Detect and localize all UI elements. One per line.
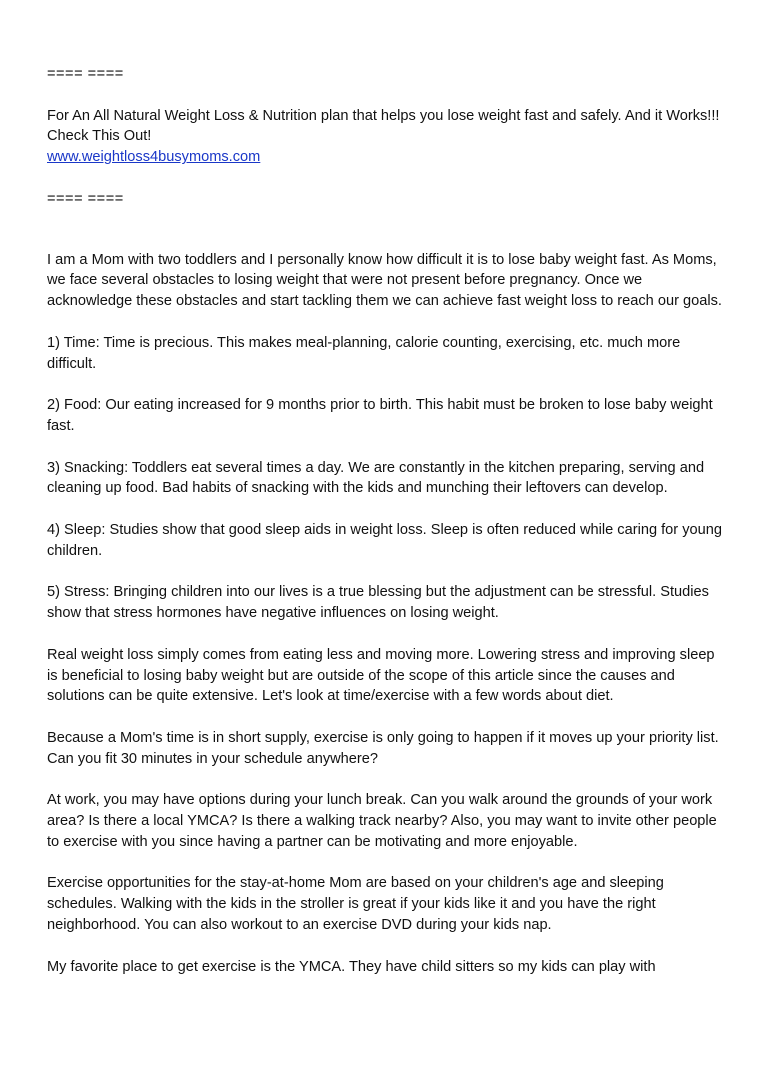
spacer	[47, 168, 727, 189]
paragraph-intro: I am a Mom with two toddlers and I personally know how difficult it is to lose baby weight fast. As Moms, we face several obstacles to losing weight that were not present before pregnancy. Once we acknowledge these obstacles and start tackling them we can achieve fast weight loss to reach our goals.	[47, 251, 722, 310]
separator-bottom: ==== ====	[47, 190, 124, 207]
promo-text	[47, 106, 727, 168]
paragraph-time: 1) Time: Time is precious. This makes meal-planning, calorie counting, exercising, etc. much more difficult.	[47, 334, 681, 372]
paragraph-moms-time: Because a Mom's time is in short supply, exercise is only going to happen if it moves up your priority list. Can you fit 30 minutes in your schedule anywhere?	[47, 729, 719, 767]
paragraph-stress: 5) Stress: Bringing children into our lives is a true blessing but the adjustment can be stressful. Studies show that stress hormones have negative influences on losing weight.	[47, 584, 709, 622]
paragraph-at-work: At work, you may have options during your lunch break. Can you walk around the grounds of your work area? Is there a local YMCA? Is there a walking track nearby? Also, you may want to invite other people to exercise with you since having a partner can be motivating and more enjoyable.	[47, 792, 717, 850]
separator-top: ==== ====	[47, 66, 124, 82]
promo-link[interactable]: www.weightloss4busymoms.com	[47, 149, 261, 166]
spacer	[47, 85, 727, 106]
paragraph-snacking: 3) Snacking: Toddlers eat several times a day. We are constantly in the kitchen preparing, serving and cleaning up food. Bad habits of snacking with the kids and munching their leftovers can develop.	[47, 459, 705, 497]
paragraph-sleep: 4) Sleep: Studies show that good sleep aids in weight loss. Sleep is often reduced while caring for young children.	[47, 521, 722, 559]
promo-text-body: For An All Natural Weight Loss & Nutrition plan that helps you lose weight fast and safely. And it Works!!! Check This Out!	[47, 107, 720, 145]
paragraph-food: 2) Food: Our eating increased for 9 months prior to birth. This habit must be broken to lose baby weight fast.	[47, 397, 713, 434]
spacer	[47, 210, 727, 250]
paragraph-stay-at-home: Exercise opportunities for the stay-at-home Mom are based on your children's age and sleeping schedules. Walking with the kids in the stroller is great if your kids like it and you have the right neighborhood. You can also workout to an exercise DVD during your kids nap.	[47, 875, 664, 934]
document-page	[47, 64, 727, 998]
paragraph-real-weight-loss: Real weight loss simply comes from eating less and moving more. Lowering stress and improving sleep is beneficial to losing baby weight but are outside of the scope of this article since the causes and solutions can be quite extensive. Let's look at time/exercise with a few words about diet.	[47, 646, 715, 705]
paragraph-ymca: My favorite place to get exercise is the YMCA. They have child sitters so my kids can play with	[47, 958, 656, 975]
